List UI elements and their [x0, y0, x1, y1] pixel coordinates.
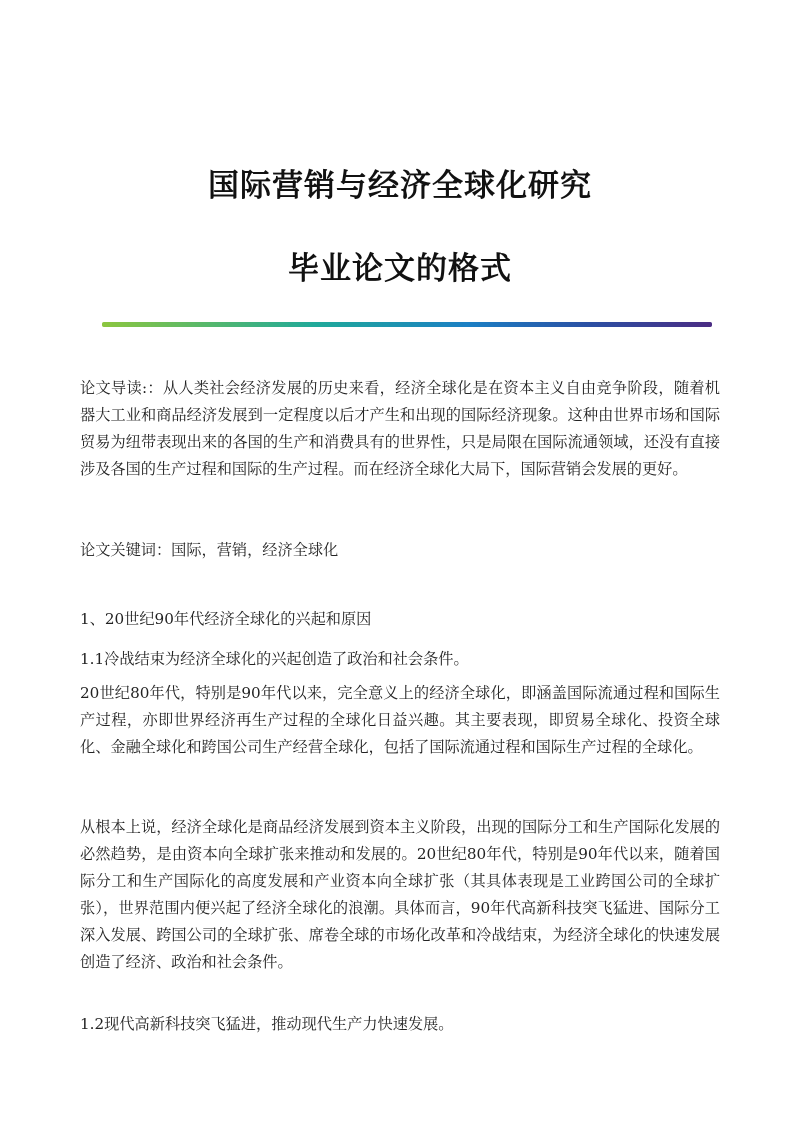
section-heading-1: 1、20世纪90年代经济全球化的兴起和原因	[80, 610, 372, 628]
abstract-paragraph	[80, 375, 720, 483]
subsection-heading-1-2: 1.2现代高新科技突飞猛进，推动现代生产力快速发展。	[80, 1015, 454, 1033]
abstract-text: ：从人类社会经济发展的历史来看，经济全球化是在资本主义自由竞争阶段，随着机器大工业和商品经济发展到一定程度以后才产生和出现的国际经济现象。这种由世界市场和国际贸易为纽带表现出来的各国的生产和消费具有的世界性，只是局限在国际流通领域，还没有直接涉及各国的生产过程和国际的生产过程。而在经济全球化大局下，国际营销会发展的更好。	[80, 379, 720, 478]
document-title: 国际营销与经济全球化研究	[208, 168, 592, 204]
title-divider	[102, 322, 712, 327]
body-paragraph-2: 从根本上说，经济全球化是商品经济发展到资本主义阶段，出现的国际分工和生产国际化发展的必然趋势，是由资本向全球扩张来推动和发展的。20世纪80年代，特别是90年代以来，随着国际分工和生产国际化的高度发展和产业资本向全球扩张（其具体表现是工业跨国公司的全球扩张），世界范围内便兴起了经济全球化的浪潮。具体而言，90年代高新科技突飞猛进、国际分工深入发展、跨国公司的全球扩张、席卷全球的市场化改革和冷战结束，为经济全球化的快速发展创造了经济、政治和社会条件。	[80, 818, 720, 971]
keywords-text: 国际，营销，经济全球化	[171, 541, 339, 559]
document-subtitle: 毕业论文的格式	[288, 251, 512, 287]
body-paragraph-1: 20世纪80年代，特别是90年代以来，完全意义上的经济全球化，即涵盖国际流通过程和国际生产过程，亦即世界经济再生产过程的全球化日益兴趣。其主要表现，即贸易全球化、投资全球化、金融全球化和跨国公司生产经营全球化，包括了国际流通过程和国际生产过程的全球化。	[80, 684, 720, 756]
subsection-heading-1-1: 1.1冷战结束为经济全球化的兴起创造了政治和社会条件。	[80, 650, 469, 668]
abstract-label: 论文导读:	[80, 379, 148, 397]
keywords-label: 论文关键词：	[80, 541, 172, 559]
keywords-line	[80, 537, 720, 564]
